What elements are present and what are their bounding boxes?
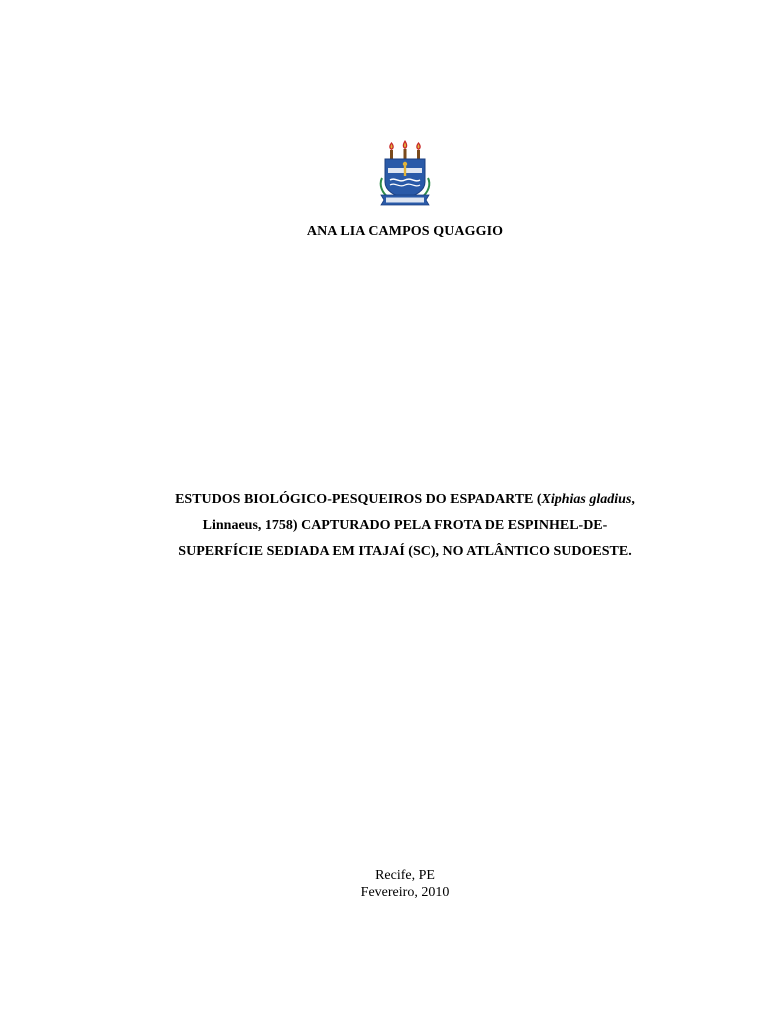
title-line-2: Linnaeus, 1758) CAPTURADO PELA FROTA DE ESPINHEL-DE-: [202, 518, 608, 533]
date: Fevereiro, 2010: [360, 885, 450, 900]
title-line-3: SUPERFÍCIE SEDIADA EM ITAJAÍ (SC), NO ATLÂNTICO SUDOESTE.: [178, 544, 632, 559]
university-coat-of-arms-icon: [377, 140, 433, 206]
title-line-1-suffix: ,: [631, 492, 635, 507]
author-name: ANA LIA CAMPOS QUAGGIO: [306, 224, 504, 239]
place: Recife, PE: [375, 868, 435, 883]
title-line-1-prefix: ESTUDOS BIOLÓGICO-PESQUEIROS DO ESPADARTE (: [175, 492, 542, 507]
title-line-1: [60, 487, 750, 513]
species-name: Xiphias gladius: [541, 492, 632, 507]
place-and-date: [0, 867, 770, 901]
thesis-title: [60, 487, 750, 565]
